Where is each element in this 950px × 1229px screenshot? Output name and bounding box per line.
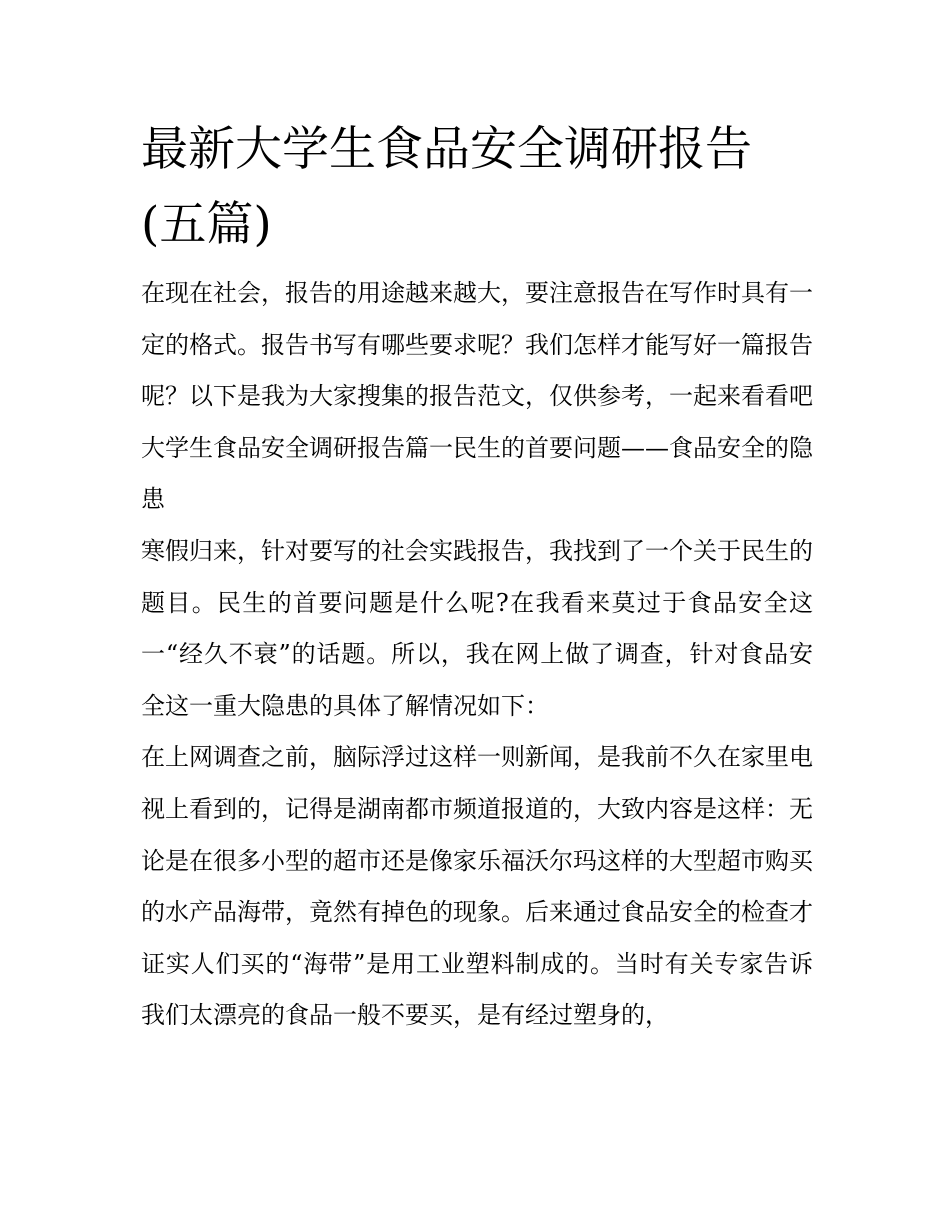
paragraph-body-2: 在上网调查之前，脑际浮过这样一则新闻，是我前不久在家里电视上看到的，记得是湖南都市频道报道的，大致内容是这样：无论是在很多小型的超市还是像家乐福沃尔玛这样的大型超市购买的水产品海带，竟然有掉色的现象。后来通过食品安全的检查才证实人们买的“海带”是用工业塑料制成的。当时有关专家告诉我们太漂亮的食品一般不要买，是有经过塑身的， [141, 743, 813, 1030]
paragraph-body-1: 寒假归来，针对要写的社会实践报告，我找到了一个关于民生的题目。民生的首要问题是什么呢?在我看来莫过于食品安全这一“经久不衰”的话题。所以，我在网上做了调查，针对食品安全这一重大隐患的具体了解情况如下： [141, 536, 813, 720]
paragraph-intro: 在现在社会，报告的用途越来越大，要注意报告在写作时具有一定的格式。报告书写有哪些要求呢？我们怎样才能写好一篇报告呢？以下是我为大家搜集的报告范文，仅供参考，一起来看看吧 [141, 279, 813, 411]
document-title: 最新大学生食品安全调研报告(五篇) [141, 122, 752, 252]
document-body [141, 112, 813, 1042]
paragraph-section-heading: 大学生食品安全调研报告篇一民生的首要问题——食品安全的隐患 [141, 433, 813, 514]
